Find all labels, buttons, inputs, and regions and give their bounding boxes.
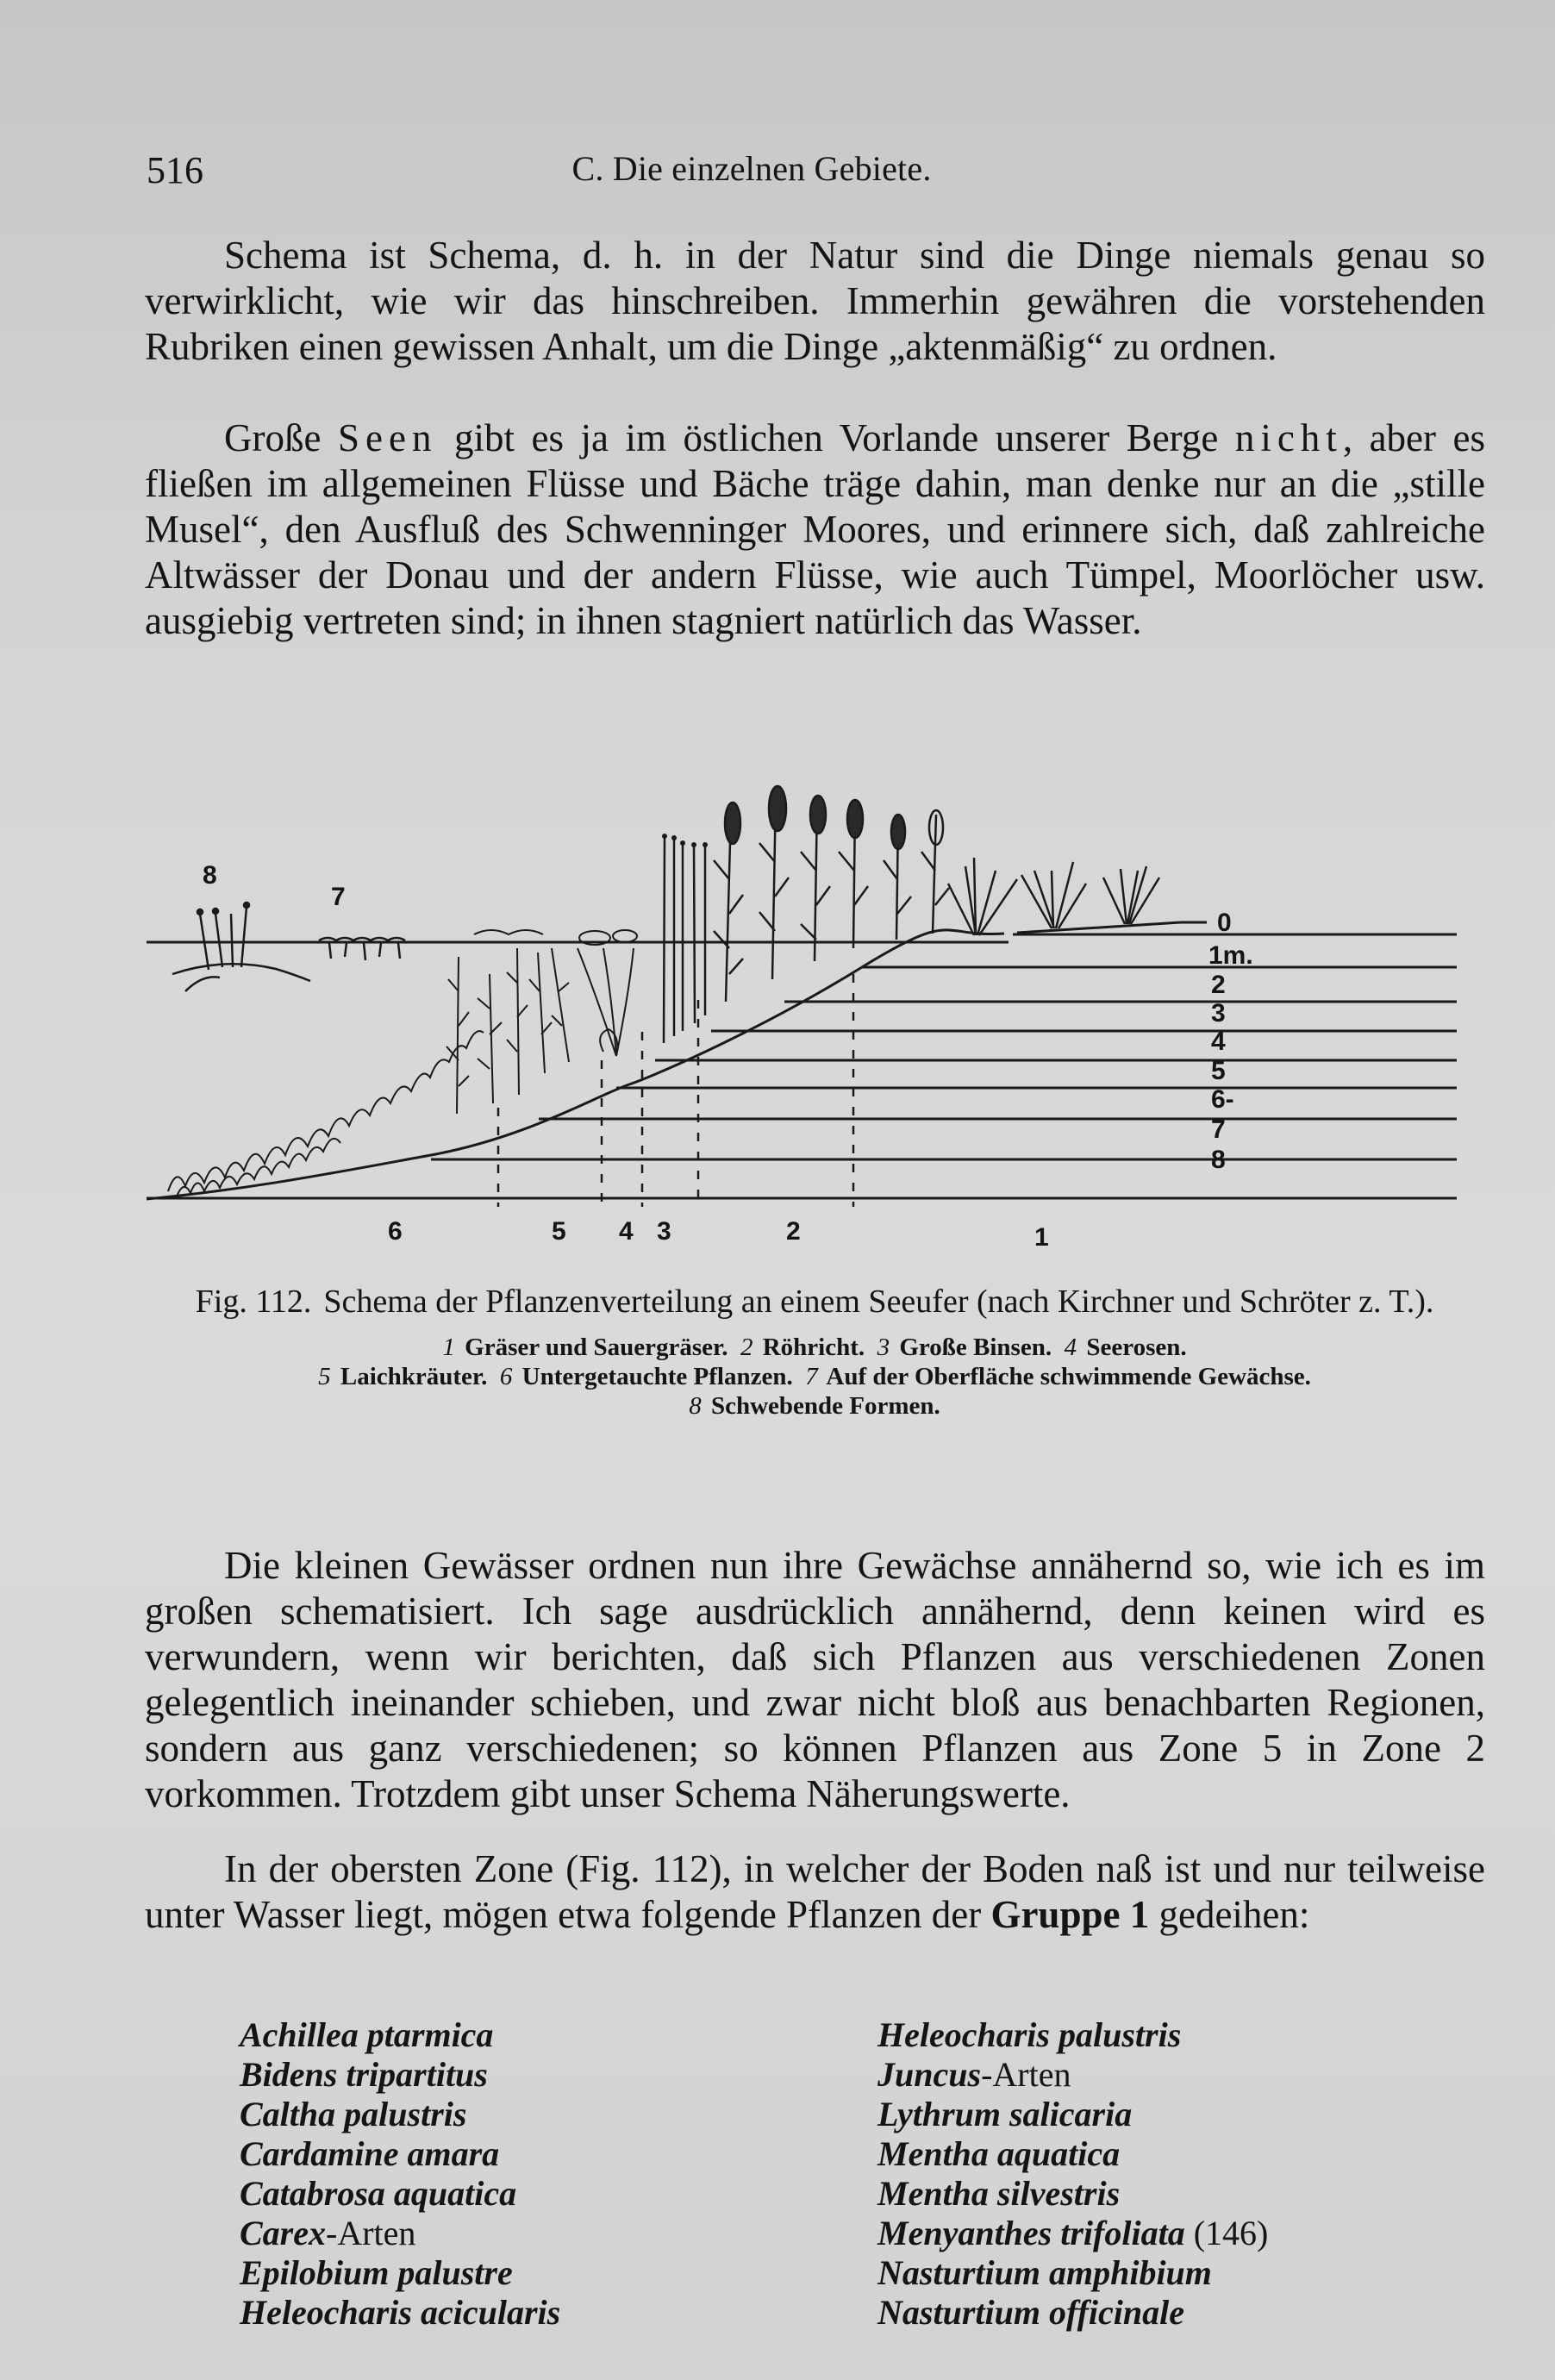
species-item: Cardamine amara — [240, 2134, 500, 2173]
svg-text:5: 5 — [1211, 1057, 1226, 1085]
species-item: Nasturtium amphibium — [877, 2253, 1212, 2292]
emphasis-bold: Gruppe 1 — [990, 1893, 1150, 1936]
species-item: Achillea ptarmica — [240, 2015, 494, 2054]
figure-caption — [164, 1283, 1465, 1421]
species-item: Mentha aquatica — [877, 2134, 1121, 2173]
figure-112-diagram — [147, 776, 1474, 1259]
page-number: 516 — [147, 149, 203, 191]
legend-label: Gräser und Sauergräser. — [465, 1334, 728, 1361]
svg-text:1: 1 — [1034, 1223, 1049, 1252]
legend-number: 1 — [442, 1334, 455, 1361]
legend-number: 6 — [499, 1363, 513, 1390]
svg-text:5: 5 — [552, 1217, 566, 1246]
legend-number: 7 — [805, 1363, 818, 1390]
svg-text:2: 2 — [786, 1217, 801, 1246]
svg-text:4: 4 — [1211, 1028, 1226, 1056]
legend-label: Untergetauchte Pflanzen. — [521, 1363, 793, 1390]
text-run: , aber es fließen im allgemeinen Flüsse und Bäche träge dahin, man denke nur an die „stille Musel“, den Ausfluß des Schwenninger Moores, und erinnere sich, daß zahlreiche Altwässer der Donau und der andern Flüsse, wie auch Tümpel, Moorlöcher usw. ausgiebig vertreten sind; in ihnen stagniert natürlich das Wasser. — [145, 416, 1485, 642]
paragraph-text: Die kleinen Gewässer ordnen nun ihre Gewächse annähernd so, wie ich es im großen schematisiert. Ich sage ausdrücklich annähernd, denn keinen wird es verwundern, wenn wir berichten, daß sich Pflanzen aus verschiedenen Zonen gelegentlich ineinander schieben, und zwar nicht bloß aus benachbarten Regionen, sondern aus ganz verschiedenen; so können Pflanzen aus Zone 5 in Zone 2 vorkommen. Trotzdem gibt unser Schema Näherungswerte. — [145, 1544, 1485, 1815]
svg-text:4: 4 — [619, 1217, 634, 1246]
caption-text: Schema der Pflanzenverteilung an einem Seeufer (nach Kirchner und Schröter z. T.). — [323, 1284, 1434, 1320]
legend-label: Röhricht. — [762, 1334, 865, 1361]
text-run: gibt es ja im östlichen Vorlande unserer Berge — [437, 416, 1235, 459]
species-item: Juncus-Arten — [877, 2055, 1071, 2094]
label-7: 7 — [331, 883, 346, 911]
species-item: Mentha silvestris — [877, 2174, 1121, 2213]
legend-label: Auf der Oberfläche schwimmende Gewächse. — [826, 1363, 1311, 1390]
svg-text:3: 3 — [1211, 999, 1226, 1028]
legend-line — [164, 1333, 1465, 1362]
running-head-text: C. Die einzelnen Gebiete. — [571, 149, 932, 188]
legend-label: Laichkräuter. — [340, 1363, 488, 1390]
svg-text:1m.: 1m. — [1208, 941, 1253, 970]
species-item: Heleocharis palustris — [877, 2015, 1182, 2054]
legend-number: 3 — [877, 1334, 890, 1361]
emphasis-spaced: Seen — [337, 416, 438, 459]
svg-text:7: 7 — [1211, 1115, 1226, 1144]
emphasis-spaced: nicht — [1234, 416, 1343, 459]
paragraph-text: Schema ist Schema, d. h. in der Natur sind die Dinge niemals genau so verwirklicht, wie wir das hinschreiben. Immerhin gewähren die vorstehenden Rubriken einen gewissen Anhalt, um die Dinge „aktenmäßig“ zu ordnen. — [145, 234, 1485, 368]
legend-label: Schwebende Formen. — [710, 1392, 940, 1420]
paragraph-text — [145, 415, 1485, 644]
legend-label: Seerosen. — [1086, 1334, 1187, 1361]
paragraph-grosse-seen — [145, 415, 1485, 644]
svg-text:6-: 6- — [1211, 1085, 1234, 1114]
caption-title — [164, 1283, 1465, 1321]
legend-label: Große Binsen. — [899, 1334, 1052, 1361]
species-item: Caltha palustris — [240, 2095, 467, 2133]
species-item: Epilobium palustre — [240, 2253, 513, 2292]
legend-line — [164, 1362, 1465, 1391]
text-run: In der obersten Zone (Fig. 112), in welcher der Boden naß ist und nur teilweise unter Wasser liegt, mögen etwa folgende Pflanzen der — [145, 1847, 1485, 1936]
species-item: Carex-Arten — [240, 2214, 416, 2252]
species-item: Bidens tripartitus — [240, 2055, 488, 2094]
shore-profile-illustration — [147, 776, 1474, 1259]
species-list-right — [877, 2015, 1268, 2333]
species-item: Heleocharis acicularis — [240, 2293, 561, 2332]
species-item: Lythrum salicaria — [877, 2095, 1133, 2133]
text-run: gedeihen: — [1149, 1893, 1310, 1936]
text-run: Große — [224, 416, 338, 459]
figure-number: Fig. 112. — [195, 1284, 312, 1320]
svg-text:8: 8 — [1211, 1146, 1226, 1174]
svg-text:6: 6 — [388, 1217, 403, 1246]
species-item: Menyanthes trifoliata (146) — [877, 2214, 1269, 2252]
legend-number: 4 — [1064, 1334, 1077, 1361]
legend-number: 8 — [689, 1392, 702, 1420]
svg-text:2: 2 — [1211, 971, 1226, 999]
species-item: Catabrosa aquatica — [240, 2174, 517, 2213]
svg-text:0: 0 — [1217, 909, 1232, 937]
svg-text:3: 3 — [657, 1217, 671, 1246]
species-list-left — [240, 2015, 560, 2333]
paragraph-text — [145, 1846, 1485, 1938]
paragraph-oberste-zone — [145, 1846, 1485, 1938]
caption-legend — [164, 1333, 1465, 1421]
species-item: Nasturtium officinale — [877, 2293, 1184, 2332]
paragraph-kleine-gewaesser — [145, 1543, 1485, 1817]
running-head — [0, 148, 1555, 189]
legend-line — [164, 1391, 1465, 1421]
label-8: 8 — [203, 861, 217, 890]
legend-number: 5 — [318, 1363, 331, 1390]
paragraph-schema — [145, 233, 1485, 370]
legend-number: 2 — [740, 1334, 753, 1361]
